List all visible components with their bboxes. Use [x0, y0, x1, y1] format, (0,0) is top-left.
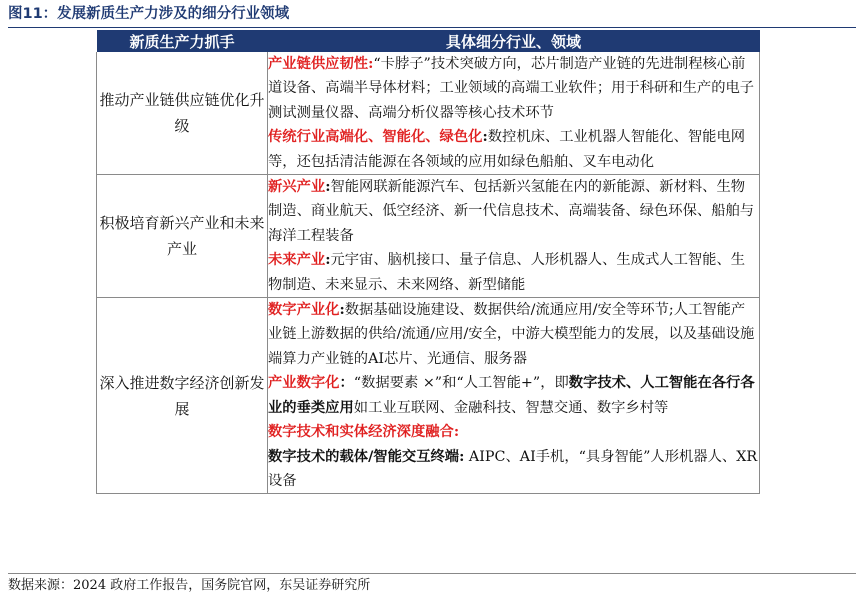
detail-item	[268, 371, 759, 420]
detail-item	[268, 420, 759, 493]
table-header-row	[97, 30, 760, 52]
detail-item	[268, 125, 759, 174]
header-category: 新质生产力抓手	[97, 30, 268, 52]
row-category: 深入推进数字经济创新发展	[97, 298, 268, 494]
item-label: 未来产业	[268, 252, 326, 269]
item-text: AIPC、AI手机，“具身智能”人形机器人、XR设备	[268, 448, 758, 489]
item-sep: :	[482, 129, 488, 146]
detail-item	[268, 248, 759, 297]
item-sep: :	[325, 252, 331, 269]
item-label: 数字产业化	[268, 302, 340, 319]
item-text: 数据基础设施建设、数据供给/流通应用/安全等环节;人工智能产业链上游数据的供给/流通/应用/安全，中游大模型能力的发展，以及基础设施端算力产业链的AI芯片、光通信、服务器	[268, 302, 755, 367]
detail-item	[268, 52, 759, 125]
detail-item	[268, 175, 759, 248]
item-label: 传统行业高端化、智能化、绿色化	[268, 129, 483, 146]
item-bold-lead: 数字技术的载体/智能交互终端	[268, 448, 460, 465]
item-sep: :	[453, 424, 460, 441]
item-sep: :	[339, 302, 345, 319]
item-sep: :	[325, 179, 331, 196]
item-text: “卡脖子”技术突破方向，芯片制造产业链的先进制程核心前道设备、高端半导体材料；工业领域的高端工业软件；用于科研和生产的电子测试测量仪器、高端分析仪器等核心技术环节	[268, 56, 755, 121]
table-row	[97, 52, 760, 175]
table-row	[97, 175, 760, 298]
data-source: 数据来源：2024 政府工作报告，国务院官网，东吴证券研究所	[8, 573, 856, 595]
figure-title: 图11：发展新质生产力涉及的细分行业领域	[8, 6, 290, 22]
item-label: 数字技术和实体经济深度融合	[268, 424, 454, 441]
title-rule	[8, 27, 856, 28]
item-text: 数控机床、工业机器人智能化、智能电网等，还包括清洁能源在各领域的应用如绿色船舶、叉车电动化	[268, 129, 746, 170]
header-details: 具体细分行业、领域	[268, 30, 760, 52]
row-details	[268, 298, 760, 494]
detail-item	[268, 298, 759, 371]
item-text: 智能网联新能源汽车、包括新兴氢能在内的新能源、新材料、生物制造、商业航天、低空经济、新一代信息技术、高端装备、绿色环保、船舶与海洋工程装备	[268, 179, 755, 244]
table-row	[97, 298, 760, 494]
row-details	[268, 175, 760, 298]
item-label: 产业数字化	[268, 375, 340, 392]
item-text: 元宇宙、脑机接口、量子信息、人形机器人、生成式人工智能、生物制造、未来显示、未来网络、新型储能	[268, 252, 746, 293]
item-label: 产业链供应韧性	[268, 56, 369, 72]
item-label: 新兴产业	[268, 179, 326, 196]
item-sep: ：	[339, 375, 354, 392]
item-text: 如工业互联网、金融科技、智慧交通、数字乡村等	[353, 399, 669, 416]
item-text: “数据要素 ×”和“人工智能+”，即	[353, 375, 569, 392]
item-sep: :	[368, 56, 374, 72]
row-category: 积极培育新兴产业和未来产业	[97, 175, 268, 298]
item-bold-text: 数字技术、人工智能在各行各业的垂类应用	[268, 375, 755, 416]
item-sep: :	[459, 448, 465, 465]
row-category: 推动产业链供应链优化升级	[97, 52, 268, 175]
row-details	[268, 52, 760, 175]
industry-table	[96, 30, 760, 494]
